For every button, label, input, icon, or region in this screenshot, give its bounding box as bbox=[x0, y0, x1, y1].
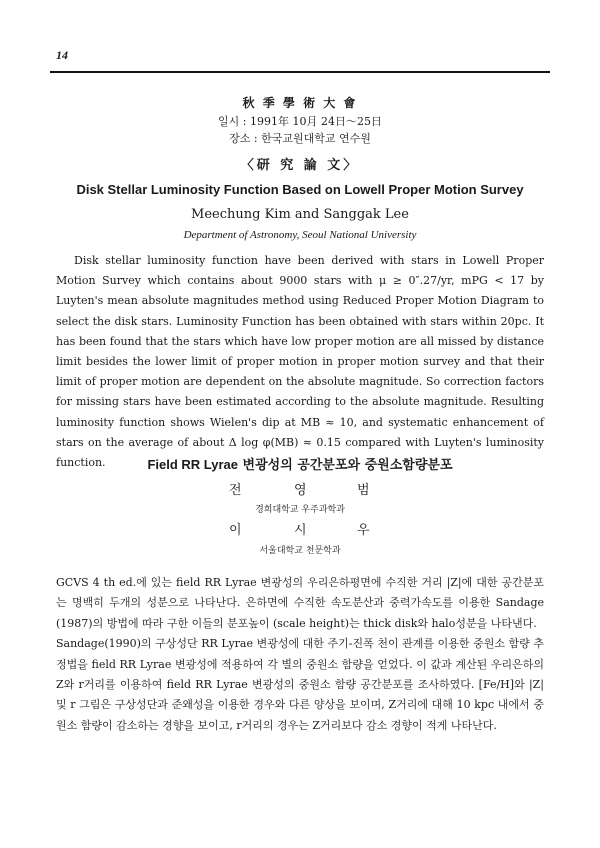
paper1-title: Disk Stellar Luminosity Function Based on Lowell Proper Motion Survey bbox=[76, 182, 524, 197]
paper2-affiliation2: 서울대학교 천문학과 bbox=[259, 546, 341, 556]
page-number: 14 bbox=[56, 48, 68, 62]
section-header: 〈研 究 論 文〉 bbox=[240, 158, 360, 173]
header-rule bbox=[50, 71, 550, 73]
author2-char3: 우 bbox=[357, 523, 370, 538]
author1-char1: 전 bbox=[229, 483, 242, 498]
paper2-affiliation1: 경희대학교 우주과학과 bbox=[255, 505, 345, 515]
meeting-place: 장소 : 한국교원대학교 연수원 bbox=[229, 132, 371, 145]
author2-char2: 시 bbox=[294, 523, 307, 538]
meeting-title: 秋 季 學 術 大 會 bbox=[242, 96, 358, 110]
author2-char1: 이 bbox=[229, 523, 242, 538]
author1-char3: 범 bbox=[357, 483, 370, 498]
paper2-title-latin: Field RR Lyrae bbox=[147, 457, 239, 472]
meeting-date: 일시 : 1991年 10月 24日～25日 bbox=[218, 115, 382, 128]
paper2-title-korean: 변광성의 공간분포와 중원소함량분포 bbox=[238, 458, 453, 473]
paper1-abstract-text: Disk stellar luminosity function have been derived with stars in Lowell Proper Motion Survey which contains about 9000 stars with μ ≥ 0″.27/yr, mPG < 17 by Luyten's mean absolute magnitudes method using Reduced Proper Motion Diagram to select the disk stars. Luminosity Function has been obtained with stars within 20pc. It has been found that the stars which have low proper motion are all missed by distance limit besides the lower limit of proper motion in proper motion survey and that their limit of proper motion are dependent on the absolute magnitude. So correction factors for missing stars have been estimated according to the absolute magnitude. Resulting luminosity function shows Wielen's dip at MB ≈ 10, and systematic enhancement of stars on the average of about Δ log φ(MB) ≈ 0.15 compared with Luyten's luminosity function. bbox=[56, 254, 544, 470]
paper2-abstract-p2: Sandage(1990)의 구상성단 RR Lyrae 변광성에 대한 주기-진폭 천이 관계를 이용한 중원소 함량 추정법을 field RR Lyrae 변광성에 적용하여 각 별의 중원소 함량을 얻었다. 이 값과 계산된 우리은하의 Z와 r거리를 이용하여 field RR Lyrae 변광성의 중원소 함량 공간분포를 조사하였다. [Fe/H]와 |Z| 및 r 그림은 구상성단과 준왜성을 이용한 경우와 다른 양상을 보이며, Z거리에 대해 10 kpc 내에서 중원소 함량이 감소하는 경향을 보이고, r거리의 경우는 Z거리보다 감소 경향이 적게 나타난다. bbox=[56, 637, 544, 732]
paper2-title bbox=[0, 454, 600, 473]
paper2-abstract-p1: GCVS 4 th ed.에 있는 field RR Lyrae 변광성의 우리은하평면에 수직한 거리 |Z|에 대한 공간분포는 명백히 두개의 성분으로 나타난다. 은하면에 수직한 속도분산과 중력가속도를 이용한 Sandage (1987)의 방법에 따라 구한 이들의 분포높이 (scale height)는 thick disk와 halo성분을 나타낸다. bbox=[56, 576, 544, 630]
paper2-abstract bbox=[56, 573, 544, 736]
paper1-authors: Meechung Kim and Sanggak Lee bbox=[191, 207, 409, 222]
paper2-author1 bbox=[0, 479, 600, 497]
paper1-abstract bbox=[56, 251, 544, 473]
author1-char2: 영 bbox=[294, 483, 307, 498]
paper1-affiliation: Department of Astronomy, Seoul National University bbox=[183, 229, 417, 241]
paper2-author2 bbox=[0, 519, 600, 537]
